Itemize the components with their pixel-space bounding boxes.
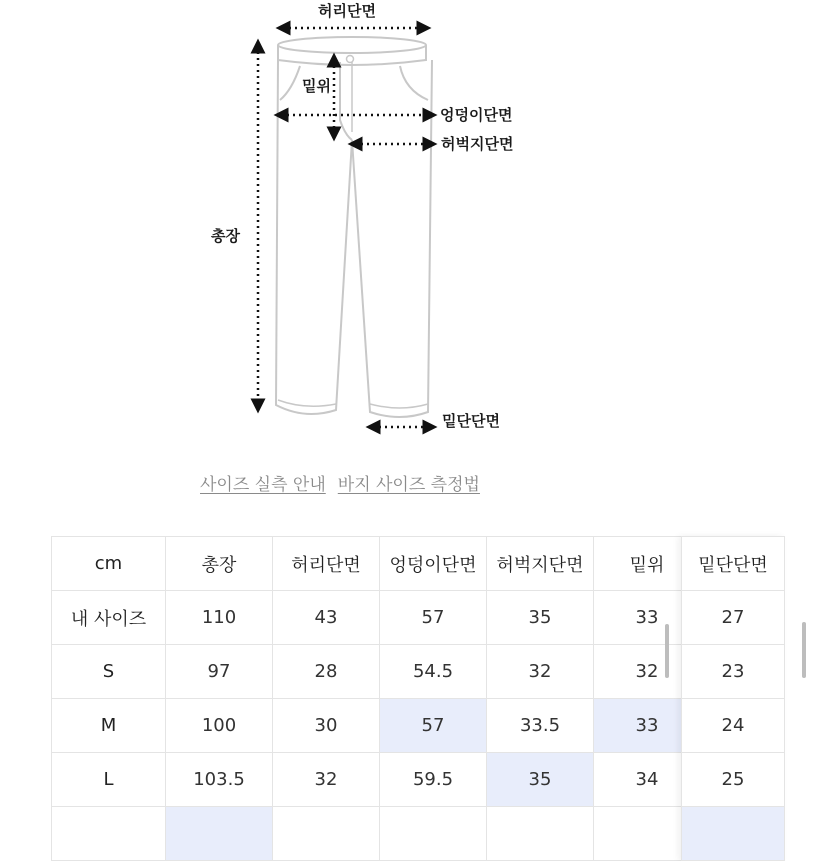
table-cell: 32 (594, 645, 701, 699)
header-hip: 엉덩이단면 (380, 537, 487, 591)
waist-label: 허리단면 (318, 2, 376, 20)
table-cell-highlighted (166, 807, 273, 861)
row-label (52, 807, 166, 861)
length-label: 총장 (211, 227, 240, 245)
table-cell-highlighted: 57 (380, 699, 487, 753)
table-cell: 35 (487, 591, 594, 645)
table-cell: 57 (380, 591, 487, 645)
hem-label: 밑단단면 (442, 412, 500, 430)
hip-label: 엉덩이단면 (440, 106, 513, 124)
table-cell: 28 (273, 645, 380, 699)
header-hem: 밑단단면 (682, 537, 785, 591)
size-guide-link[interactable]: 사이즈 실측 안내 (200, 475, 326, 495)
legs-shape (276, 60, 432, 417)
table-cell: 34 (594, 753, 701, 807)
table-row (52, 753, 701, 807)
table-cell: 54.5 (380, 645, 487, 699)
page-scrollbar[interactable] (802, 622, 806, 678)
pants-measure-link[interactable]: 바지 사이즈 측정법 (337, 475, 480, 495)
row-label: 내 사이즈 (52, 591, 166, 645)
table-cell-highlighted: 33 (594, 699, 701, 753)
table-row (52, 645, 701, 699)
table-cell: 110 (166, 591, 273, 645)
table-cell: 27 (682, 591, 785, 645)
row-label: M (52, 699, 166, 753)
table-cell: 97 (166, 645, 273, 699)
table-row (52, 807, 701, 861)
table-cell: 24 (682, 699, 785, 753)
sticky-hem-column (681, 536, 785, 861)
table-cell: 25 (682, 753, 785, 807)
header-thigh: 허벅지단면 (487, 537, 594, 591)
table-cell: 33.5 (487, 699, 594, 753)
size-info-links (200, 470, 480, 495)
thigh-label: 허벅지단면 (441, 135, 514, 153)
table-scrollbar[interactable] (665, 624, 669, 678)
table-cell (380, 807, 487, 861)
table-cell (273, 807, 380, 861)
table-row (52, 699, 701, 753)
table-cell: 33 (594, 591, 701, 645)
table-cell: 103.5 (166, 753, 273, 807)
table-row (52, 591, 701, 645)
header-unit: cm (52, 537, 166, 591)
button-shape (347, 56, 354, 63)
row-label: L (52, 753, 166, 807)
table-cell-highlighted (682, 807, 785, 861)
header-length: 총장 (166, 537, 273, 591)
size-table (51, 536, 701, 861)
table-cell: 30 (273, 699, 380, 753)
table-cell: 59.5 (380, 753, 487, 807)
table-cell: 43 (273, 591, 380, 645)
table-header-row (52, 537, 701, 591)
table-cell (487, 807, 594, 861)
waistband-shape (278, 37, 426, 53)
table-cell: 23 (682, 645, 785, 699)
row-label: S (52, 645, 166, 699)
table-cell-highlighted: 35 (487, 753, 594, 807)
table-cell: 100 (166, 699, 273, 753)
header-waist: 허리단면 (273, 537, 380, 591)
table-cell: 32 (487, 645, 594, 699)
table-cell: 32 (273, 753, 380, 807)
header-rise: 밑위 (594, 537, 701, 591)
rise-label: 밑위 (302, 77, 331, 95)
